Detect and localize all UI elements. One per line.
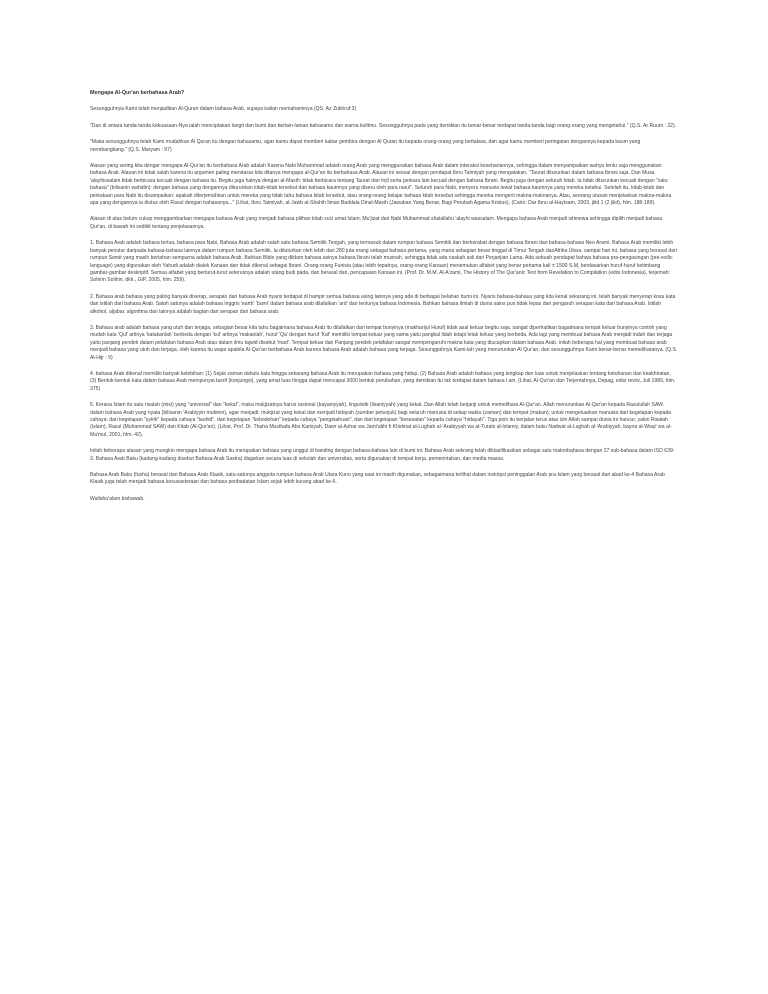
paragraph-reason-5: 5. Kerana Islam itu satu risalah (misi) yang "universal" dan "kekal", maka mukjizatnya harus rasional (bayaniyyah), linguistik (lisaniyyah) yang kekal. Dan Allah telah berjanji untuk memelihara Al-Qur'an. Allah menurunkan Al-Qur'an kepada Rasulullah SAW. dalam bahasa Arab yang nyata (bilisanin 'Arabiyyin mubinin), agar menjadi: mukjizat yang kekal dan menjadi hidayah (sumber petunjuk) bagi seluruh manusia di setiap waktu (zaman) dan tempat (makan); untuk mengeluarkan manusia dari kegelapan kepada cahaya: dari kegelapan "syirik" kepada cahaya "tauhid", dari kegelapan "kebodohan" kepada cahaya "pengetahuan", dan dari kegelapan "kesesatan" kepada cahaya "hidayah". Tiga poin itu berjalan terus atas izin Allah sampai dunia ini hancur, yakni Risalah (Islam), Rasul (Muhammad SAW) dan Kitab (Al-Qur'an). (Lihat, Prof. Dr. Thaha Musthafa Abu Karisyah, Dawr al-Azhar wa Jami'atihi fi Khidmat al-Lughah al-'Arabiyyah wa al-Turats al-Islamiy, dalam buku Nadwat al-Lughah al-'Arabiyyah, bayna al-Waqi' wa al-Ma'mul, 2001, hlm. 42).: [90, 402, 672, 438]
article-title: Mengapa Al-Qur'an berbahasa Arab?: [90, 90, 185, 96]
paragraph-quote-ruum: "Dan di antara tanda-tanda kekuasaan-Nya ialah menciptakan langit dan bumi dan berlain-lainan bahasamu dan warna kulitmu. Sesungguhnya pada yang demikian itu benar-benar terdapat tanda-tanda bagi orang-orang yang mengetahui." (Q.S. Ar Ruum : 22).: [90, 122, 677, 129]
paragraph-intro-reasons: Alasan di atas belum cukup menggambarkan mengapa bahasa Arab yang menjadi bahasa pilihan kitab suci umat Islam, Mu'jizat dari Nabi Muhammad shalallahu 'alayhi wassalam. Mengapa bahasa Arab menjadi istimewa sehingga dipilih menjadi bahasa Qur'an, di bawah ini sedikit tentang penjelasannya.: [90, 216, 663, 230]
paragraph-reason-4: 4. bahasa Arab dikenal memiliki banyak kelebihan: (1) Sejak zaman dahulu kala hingga sekarang bahasa Arab itu merupakan bahasa yang hidup, (2) Bahasa Arab adalah bahasa yang lengkap dan luas untuk menjelaskan tentang ketuhanan dan keakhiratan, (3) Bentuk-bentuk kata dalam bahasa Arab mempunyai tasrif (konjungsi), yang amat luas hingga dapat mencapai 3000 bentuk perubahan, yang demikian itu tak terdapat dalam bahasa l ain. (Lihat, Al-Qur'an dan Terjemahnya, Depag, edisi revisi, Juli 1989, hlm. 375): [90, 370, 676, 392]
document-body: [90, 90, 678, 512]
paragraph-quote-zukhruf: Sesungguhnya Kami telah menjadikan Al-Quran dalam bahasa Arab, supaya kalian memahaminya (QS. Az Zukhruf:3): [90, 106, 357, 113]
paragraph-reason-3: 3. Bahasa arab adalah bahasa yang utuh dan terjaga, sebagian besar kita tahu bagaimana bahasa Arab itu dilafalkan dari tempat bunyinya (makharijul Huruf) tidak asal keluar begitu saja, sangat diperhatikan bagaimana tempat keluar bunyinya contoh yang mudah kata 'Qul' artinya 'katakanlah' berbeda dengan 'kul' artinya 'makanlah', huruf 'Qa' dengan huruf 'Kaf' memiliki tempat keluar yang sama yaitu pangkal lidah tetapi letak keluar yang berbeda. Ada lagi yang membuat bahasa Arab menjadi indah dan terjaga yaitu panjang pendek dalam pelafalan bahasa Arab atau dalam ilmu tajwid disebut 'mad'. Tempat keluar dan Panjang pendek pelafalan sangat mempengaruhi makna kata yang diucapkan dalam bahasa Arab. inilah beberapa hal yang membuat bahasa arab menjadi bahasa yang utuh dan terjaga, oleh karena itu wajar apabila Al-Qur'an berbahasa Arab karena bahasa Arab adalah bahasa yang terjaga. Sesungguhnya Kami-lah yang menurunkan Al Qur'an, dan sesungguhnya Kami benar-benar memeliharanya. (Q.S. Al-Hijr : 9): [90, 324, 678, 361]
paragraph-quote-maryam: "Maka sesungguhnya telah Kami mudahkan Al Quran itu dengan bahasamu, agar kamu dapat memberi kabar gembira dengan Al Quran itu kepada orang-orang yang bertakwa, dan agar kamu memberi peringatan dengannya kepada kaum yang membangkang." (Q.S. Maryam : 97): [90, 139, 641, 153]
paragraph-ibnu-taimiyah: Alasan yang sering kita dengar mengapa Al-Qur'an itu berbahasa Arab adalah Karena Nabi Muhammad adalah orang Arab yang menggunakan bahasa Arab dalam interaksi kesehariannya, sehingga dalam menyampaikan wahyu tentu saja menggunakan bahasa Arab. Alasan ini tidak salah karena itu argumen paling mendasar kita ditanya mengapa al-Qur'an itu berbahasa Arab. Alasan ini sesuai dengan pendapat Ibnu Taimiyah yang mengatakan, "Taurat diturunkan dalam bahasa Ibrani saja. Dan Musa 'alayhissalam tidak berbicara kecuali dengan bahasa itu. Begitu juga halnya dengan al-Masih: tidak berbicara tentang Taurat dan Injil serta perkara lain kecuali dengan bahasa Ibrani. Begitu juga dengan seluruh kitab. Ia tidak diturunkan kecuali dengan "satu bahasa" (bilisanin wahidin): dengan bahasa yang dengannya diturunkan kitab-kitab tersebut dan bahasa kaumnya yang diseru oleh para rasul". Seluruh para Nabi, menyeru manusia lewat bahasa kaumnya yang mereka ketahui. Setelah itu, kitab-kitab dan perkataan para Nabi itu disampaikan: apakah diterjemahkan untuk mereka yang tidak tahu bahasa kitab tersebut, atau orang-orang belajar bahasa kitab tersebut sehingga mereka mengerti makna-maknanya. Atau, seorang utusan menjelaskan makna-makna apa yang dengannya ia diutus oleh Rasul dengan bahasanya..." (Lihat, Ibnu Taimiyah, al-Jawb al-Shahih liman Baddala Dinal-Masih (Jawaban Yang Benar, Bagi Perubah Agama Kristus), (Cairo: Dar Ibnu al-Haytsam, 2003, jilid 1 (2 jilid), hlm. 188-189).: [90, 163, 672, 207]
paragraph-summary: Inilah beberapa alasan yang mungkin mengapa bahasa Arab itu merupakan bahasa yang unggul di banding dengan bahasa-bahasa lain di bumi ini. Bahasa Arab sekrang telah diklasifikasikan sebagai satu makrobahasa dengan 27 sub-bahasa dalam ISO 639-3. Bahasa Arab Baku (kadang-kadang disebut Bahasa Arab Sastra) diajarkan secara luas di sekolah dan universitas, serta digunakan di tempat kerja, pemerintahan, dan media massa.: [90, 448, 675, 462]
paragraph-fusha: Bahasa Arab Baku (fusha) berasal dari Bahasa Arab Klasik, satu-satunya anggota rumpun bahasa Arab Utara Kuno yang saat ini masih digunakan, sebagaimana terlihat dalam inskripsi peninggalan Arab pra-Islam yang berasal dari abad ke-4 Bahasa Arab Klasik juga telah menjadi bahasa kesusasteraan dan bahasa peribadatan Islam sejak lebih kurang abad ke-6.: [90, 472, 665, 486]
paragraph-closing: Wallahu'alam bishawab.: [90, 495, 145, 502]
paragraph-reason-1: 1. Bahasa Arab adalah bahasa tertua, bahasa para Nabi, Bahasa Arab adalah salah satu bahasa Semitik Tengah, yang termasuk dalam rumpun bahasa Semitik dan berkerabat dengan bahasa Ibrani dan bahasa-bahasa Neo Arami. Bahasa Arab memiliki lebih banyak penutur daripada bahasa-bahasa lainnya dalam rumpun bahasa Semitik. Ia dituturkan oleh lebih dari 280 juta orang sebagai bahasa pertama, yang mana sebagian besar tinggal di Timur Tengah danAfrika Utara. sampai hari ini, bahasa yang berasal dari rumpun Semit yang masih bertahan sempurna adalah bahasa Arab. Bahkan Bible yang dildam bahasa asinya bahasa Ibrani telah musnah, sehingga tidak ada naskah asli dari Perjanjian Lama. Ada sebuah pendapat bahwa bahasa pra-pengasingan (pre-exilic language) yang digunakan oleh Yahudi adalah dialek Kanaan dan tidak dikenal sebagai Ibrani. Orang-orang Funisia (atau lebih tepatnya, orang-orang Kanaan) menemukan alfabet yang benar pertama kali ± 1500 S.M, berdasarkan huruf-huruf ketimbang gambar-gambar deskriptif. Semua alfabet yang berturut-turut seterusnya adalah utang budi pada, dan berasal dari, pencapaian Kanaan ini. (Prof. Dr. M.M. Al-A'zami, The History of The Qur'anic Text from Revelation to Compilation (edisi Indonesia), terjemah: Sohirin Solihin, dkk., GIP, 2005, hlm. 259).: [90, 240, 677, 284]
paragraph-reason-2: 2. Bahasa arab bahasa yang paling banyak diserap, serapan dari bahasa Arab nyaris terdapat di hampir semua bahasa asing lainnya yang ada di berbagai belahan bumi ini. Nyaris bahasa-bahasa yang kita kenal sekarang ini, telah banyak menyerap kosa kata dan istilah dari bahasa Arab. Salah satunya adalah bahasa Inggris 'earth' 'bumi' dalam bahasa arab dilafalkan 'ard' dan tentunya bahasa Indonesia. Bahkan bahasa ilmiah di dunia sains pun tidak lepas dari pengaruh serapan kata dari bahasa Arab. Istilah alkohol, aljabar, algoritma dan lainnya adalah bagian dari serapan dari bahasa arab.: [90, 293, 676, 315]
